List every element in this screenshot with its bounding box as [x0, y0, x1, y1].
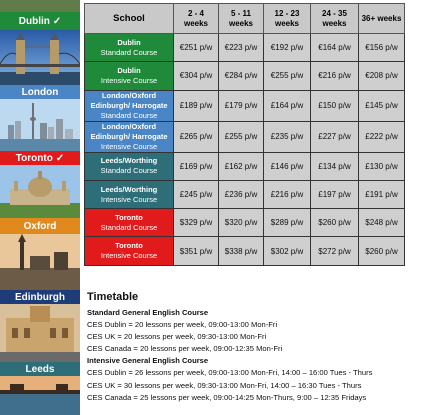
price-cell: £164 p/w — [264, 90, 311, 121]
city-label-text: Edinburgh — [15, 291, 65, 303]
toronto-photo — [0, 99, 80, 151]
course-type: Intensive Course — [100, 194, 158, 204]
school-name: Toronto — [115, 212, 143, 222]
london-photo — [0, 30, 80, 85]
city-label-text: Leeds — [25, 363, 55, 375]
intensive-course-heading: Intensive General English Course — [87, 356, 209, 366]
price-cell: £216 p/w — [264, 180, 311, 208]
school-cell — [85, 237, 174, 265]
price-cell: £222 p/w — [359, 121, 405, 152]
price-cell: £265 p/w — [174, 121, 219, 152]
price-cell: £245 p/w — [174, 180, 219, 208]
standard-course-heading: Standard General English Course — [87, 308, 209, 317]
city-label-toronto — [0, 151, 80, 165]
timetable-line: CES UK = 20 lessons per week, 09:30-13:00 Mon-Fri — [87, 332, 267, 342]
city-label-text: London — [21, 86, 59, 98]
school-name: Leeds/Worthing — [100, 156, 158, 166]
leeds-photo — [0, 304, 80, 362]
course-type: Standard Course — [100, 110, 158, 120]
school-cell — [85, 209, 174, 237]
check-icon: ✓ — [52, 15, 62, 27]
price-cell: $248 p/w — [359, 209, 405, 237]
price-cell: £150 p/w — [311, 90, 359, 121]
school-name: London/Oxford Edinburgh/ Harrogate — [90, 90, 168, 110]
table-row — [85, 62, 405, 90]
table-row — [85, 237, 405, 265]
price-cell: £189 p/w — [174, 90, 219, 121]
school-cell — [85, 121, 174, 152]
price-cell: $329 p/w — [174, 209, 219, 237]
price-cell: €284 p/w — [219, 62, 264, 90]
school-cell — [85, 62, 174, 90]
city-label-london — [0, 85, 80, 99]
price-cell: £145 p/w — [359, 90, 405, 121]
timetable-line: CES Canada = 20 lessons per week, 09:00-12:35 Mon-Fri — [87, 344, 283, 354]
header-36-plus-weeks: 36+ weeks — [359, 4, 405, 34]
dublin-photo — [0, 0, 80, 12]
city-label-leeds — [0, 362, 80, 376]
price-cell: $338 p/w — [219, 237, 264, 265]
table-row — [85, 90, 405, 121]
price-cell: $302 p/w — [264, 237, 311, 265]
timetable-line: CES Dublin = 20 lessons per week, 09:00-13:00 Mon-Fri — [87, 320, 278, 330]
timetable-line: CES UK = 30 lessons per week, 09:30-13:00 Mon-Fri, 14:00 – 16:30 Tues - Thurs — [87, 380, 362, 390]
school-cell — [85, 152, 174, 180]
city-label-text: Toronto — [15, 152, 53, 164]
city-label-edinburgh — [0, 290, 80, 304]
price-cell: £236 p/w — [219, 180, 264, 208]
worthing-photo — [0, 376, 80, 415]
header-5-11-weeks: 5 - 11 weeks — [219, 4, 264, 34]
price-cell: £235 p/w — [264, 121, 311, 152]
timetable-section — [87, 290, 422, 404]
price-cell: €223 p/w — [219, 34, 264, 62]
check-icon: ✓ — [55, 152, 65, 164]
price-cell: €255 p/w — [264, 62, 311, 90]
school-name: Leeds/Worthing — [100, 184, 158, 194]
school-name: London/Oxford Edinburgh/ Harrogate — [90, 121, 168, 141]
header-school: School — [85, 4, 174, 34]
price-cell: $289 p/w — [264, 209, 311, 237]
price-cell: €208 p/w — [359, 62, 405, 90]
oxford-photo — [0, 165, 80, 218]
price-cell: $320 p/w — [219, 209, 264, 237]
price-cell: £191 p/w — [359, 180, 405, 208]
header-12-23-weeks: 12 - 23 weeks — [264, 4, 311, 34]
price-cell: €164 p/w — [311, 34, 359, 62]
course-type: Standard Course — [100, 47, 158, 57]
school-cell — [85, 180, 174, 208]
price-cell: €251 p/w — [174, 34, 219, 62]
city-label-text: Oxford — [23, 220, 57, 232]
school-name: Dublin — [117, 65, 141, 75]
price-cell: $260 p/w — [311, 209, 359, 237]
city-label-oxford — [0, 218, 80, 234]
timetable-title: Timetable — [87, 291, 139, 303]
course-type: Intensive Course — [100, 251, 158, 261]
price-cell: £146 p/w — [264, 152, 311, 180]
school-cell — [85, 90, 174, 121]
price-cell: €192 p/w — [264, 34, 311, 62]
price-cell: £227 p/w — [311, 121, 359, 152]
timetable-line: CES Dublin = 26 lessons per week, 09:00-13:00 Mon-Fri, 14:00 – 16:00 Tues - Thurs — [87, 368, 373, 378]
course-type: Standard Course — [100, 166, 158, 176]
table-row — [85, 180, 405, 208]
price-cell: $260 p/w — [359, 237, 405, 265]
table-row — [85, 209, 405, 237]
price-cell: £197 p/w — [311, 180, 359, 208]
course-type: Standard Course — [100, 222, 158, 232]
price-cell: €216 p/w — [311, 62, 359, 90]
price-cell: $351 p/w — [174, 237, 219, 265]
school-cell — [85, 34, 174, 62]
course-type: Intensive Course — [100, 141, 158, 151]
course-price-table — [84, 3, 405, 266]
price-cell: £179 p/w — [219, 90, 264, 121]
price-cell: £169 p/w — [174, 152, 219, 180]
price-cell: £130 p/w — [359, 152, 405, 180]
price-cell: €304 p/w — [174, 62, 219, 90]
table-header-row — [85, 4, 405, 34]
course-type: Intensive Course — [100, 75, 158, 85]
header-2-4-weeks: 2 - 4 weeks — [174, 4, 219, 34]
table-row — [85, 152, 405, 180]
school-name: Toronto — [115, 241, 143, 251]
header-24-35-weeks: 24 - 35 weeks — [311, 4, 359, 34]
price-cell: £134 p/w — [311, 152, 359, 180]
city-label-dublin — [0, 12, 80, 30]
price-cell: £162 p/w — [219, 152, 264, 180]
timetable-line: CES Canada = 25 lessons per week, 09:00-14:25 Mon-Thurs, 9:00 – 12:35 Fridays — [87, 392, 367, 402]
price-cell: $272 p/w — [311, 237, 359, 265]
city-label-text: Dublin — [18, 15, 50, 27]
price-cell: £255 p/w — [219, 121, 264, 152]
city-photo-strip — [0, 0, 80, 415]
price-cell: €156 p/w — [359, 34, 405, 62]
edinburgh-photo — [0, 234, 80, 290]
table-row — [85, 34, 405, 62]
table-row — [85, 121, 405, 152]
school-name: Dublin — [117, 37, 141, 47]
